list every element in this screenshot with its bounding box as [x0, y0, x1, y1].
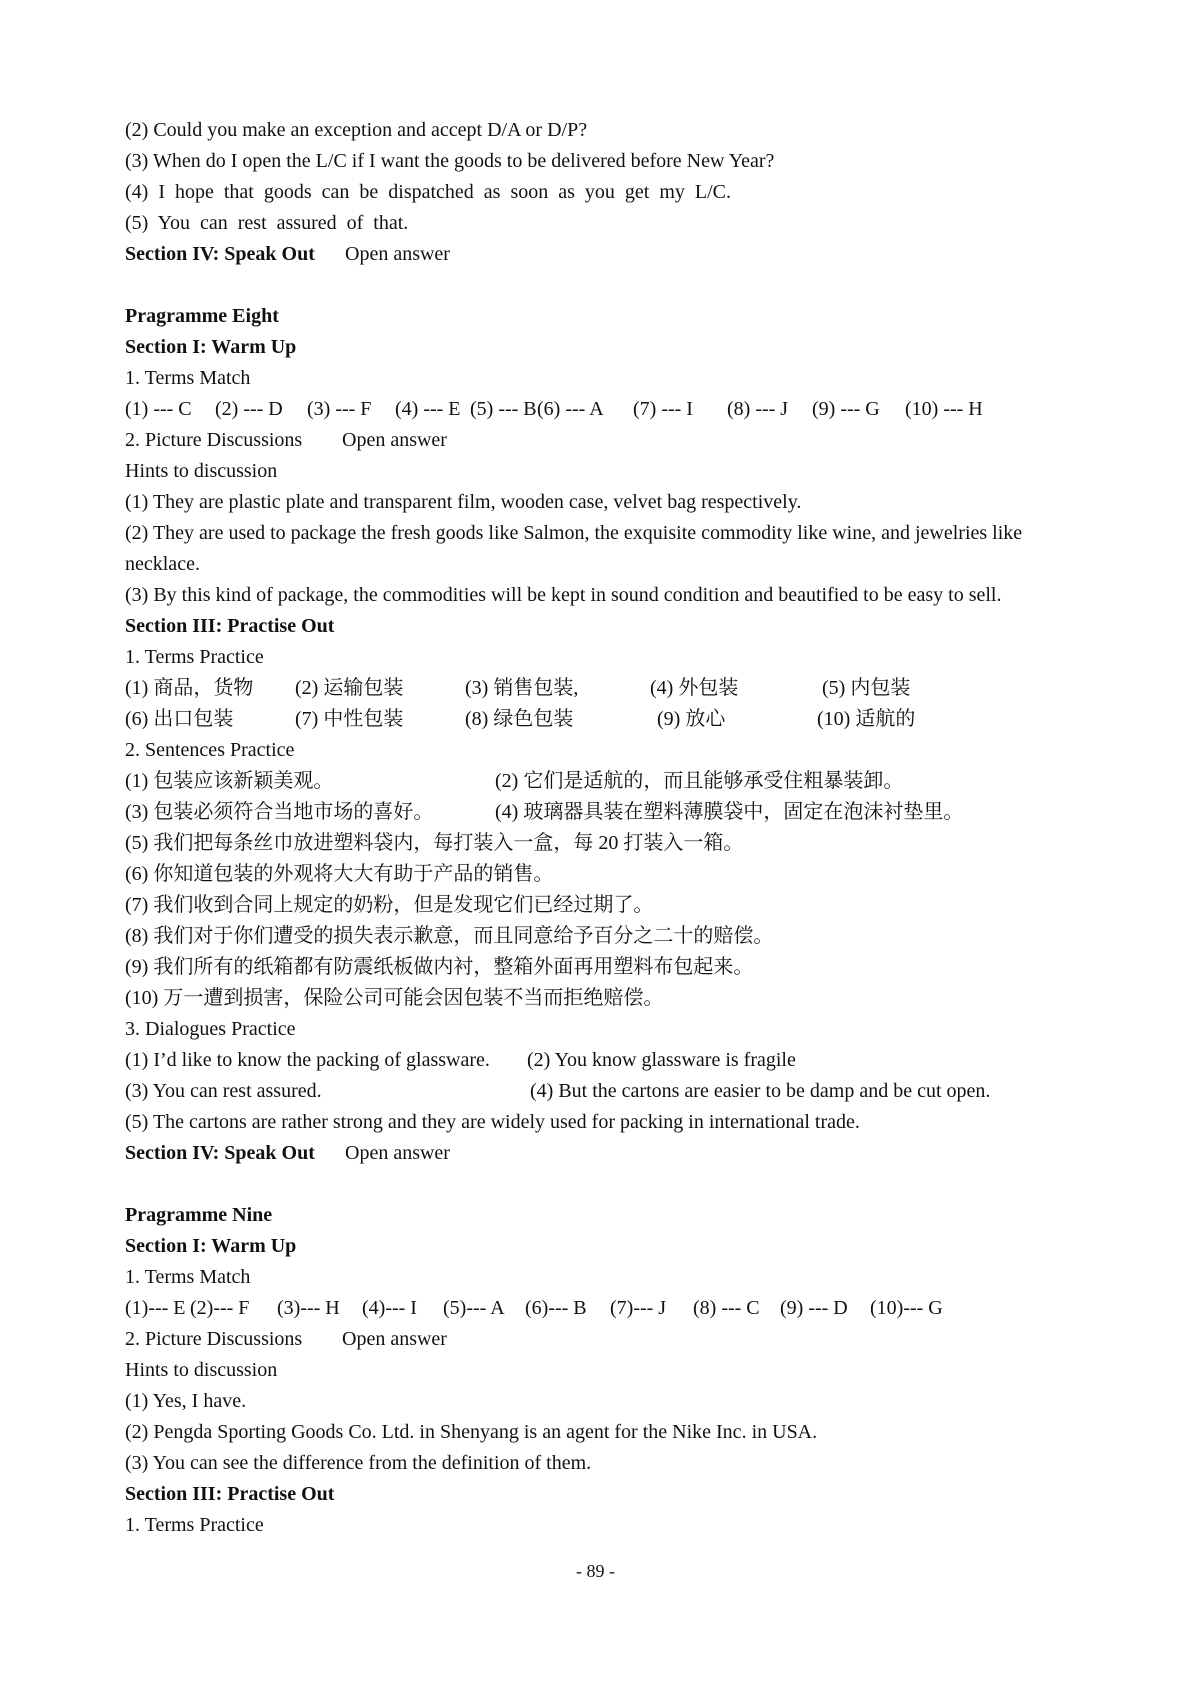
term-item: (2) 运输包装 [295, 677, 404, 699]
term-item: (4) 外包装 [650, 677, 739, 699]
section-heading: Section IV: Speak Out [125, 243, 315, 265]
dialogue-item: (5) The cartons are rather strong and they are widely used for packing in international trade. [125, 1111, 860, 1133]
open-answer-text: Open answer [342, 1328, 447, 1350]
section-heading: Section III: Practise Out [125, 615, 335, 637]
dialogue-line-3: (3) When do I open the L/C if I want the goods to be delivered before New Year? [125, 150, 775, 172]
sentence-item: (9) 我们所有的纸箱都有防震纸板做内衬，整箱外面再用塑料布包起来。 [125, 956, 754, 978]
picture-discussions-label: 2. Picture Discussions [125, 429, 303, 451]
open-answer-text: Open answer [342, 429, 447, 451]
match-item: (1)--- E [125, 1297, 186, 1319]
open-answer-text: Open answer [345, 243, 450, 265]
page-number: - 89 - [576, 1561, 615, 1581]
term-item: (5) 内包装 [822, 677, 911, 699]
hint-line: (1) They are plastic plate and transparent film, wooden case, velvet bag respectively. [125, 491, 802, 513]
match-item: (10) --- H [905, 398, 983, 420]
sentence-item: (10) 万一遭到损害，保险公司可能会因包装不当而拒绝赔偿。 [125, 987, 664, 1009]
terms-practice-label: 1. Terms Practice [125, 646, 264, 668]
dialogues-label: 3. Dialogues Practice [125, 1018, 296, 1040]
match-item: (2)--- F [190, 1297, 250, 1319]
section-heading: Section I: Warm Up [125, 1235, 297, 1257]
match-item: (8) --- C [693, 1297, 760, 1319]
match-item: (9) --- G [812, 398, 880, 420]
dialogue-line-2: (2) Could you make an exception and accept D/A or D/P? [125, 119, 588, 141]
dialogue-line-4: (4) I hope that goods can be dispatched as soon as you get my L/C. [125, 181, 731, 203]
terms-match-label: 1. Terms Match [125, 367, 251, 389]
match-item: (4) --- E [395, 398, 461, 420]
sentence-item: (2) 它们是适航的，而且能够承受住粗暴装卸。 [495, 770, 904, 792]
match-item: (3)--- H [277, 1297, 340, 1319]
dialogue-line-5: (5) You can rest assured of that. [125, 212, 409, 234]
term-item: (9) 放心 [657, 708, 726, 730]
hint-line: (3) By this kind of package, the commodities will be kept in sound condition and beautified to be easy to sell. [125, 584, 1002, 606]
term-item: (8) 绿色包装 [465, 708, 574, 730]
match-item: (10)--- G [870, 1297, 943, 1319]
sentence-item: (5) 我们把每条丝巾放进塑料袋内，每打装入一盒，每 20 打装入一箱。 [125, 832, 744, 854]
match-item: (1) --- C [125, 398, 192, 420]
section-heading: Section IV: Speak Out [125, 1142, 315, 1164]
sentence-item: (8) 我们对于你们遭受的损失表示歉意，而且同意给予百分之二十的赔偿。 [125, 925, 774, 947]
hints-label: Hints to discussion [125, 460, 278, 482]
programme-title: Pragramme Eight [125, 305, 279, 327]
sentences-label: 2. Sentences Practice [125, 739, 295, 761]
match-item: (9) --- D [780, 1297, 848, 1319]
sentence-item: (6) 你知道包装的外观将大大有助于产品的销售。 [125, 863, 554, 885]
term-item: (3) 销售包装, [465, 677, 579, 699]
hint-line: necklace. [125, 553, 200, 575]
hint-line: (2) Pengda Sporting Goods Co. Ltd. in Shenyang is an agent for the Nike Inc. in USA. [125, 1421, 818, 1443]
hint-line: (3) You can see the difference from the definition of them. [125, 1452, 592, 1474]
section-heading: Section I: Warm Up [125, 336, 297, 358]
hint-line: (1) Yes, I have. [125, 1390, 247, 1412]
sentence-item: (4) 玻璃器具装在塑料薄膜袋中，固定在泡沫衬垫里。 [495, 801, 964, 823]
picture-discussions-label: 2. Picture Discussions [125, 1328, 303, 1350]
dialogue-item: (4) But the cartons are easier to be damp and be cut open. [530, 1080, 991, 1102]
match-item: (6)--- B [525, 1297, 587, 1319]
match-item: (2) --- D [215, 398, 283, 420]
programme-title: Pragramme Nine [125, 1204, 273, 1226]
sentence-item: (3) 包装必须符合当地市场的喜好。 [125, 801, 434, 823]
hint-line: (2) They are used to package the fresh goods like Salmon, the exquisite commodity like wine, and jewelries like [125, 522, 1023, 544]
terms-practice-label: 1. Terms Practice [125, 1514, 264, 1536]
hints-label: Hints to discussion [125, 1359, 278, 1381]
section-heading: Section III: Practise Out [125, 1483, 335, 1505]
open-answer-text: Open answer [345, 1142, 450, 1164]
match-item: (3) --- F [307, 398, 372, 420]
dialogue-item: (3) You can rest assured. [125, 1080, 322, 1102]
match-item: (5) --- B [470, 398, 537, 420]
match-item: (5)--- A [443, 1297, 505, 1319]
term-item: (1) 商品，货物 [125, 677, 254, 699]
sentence-item: (7) 我们收到合同上规定的奶粉，但是发现它们已经过期了。 [125, 894, 654, 916]
sentence-item: (1) 包装应该新颖美观。 [125, 770, 334, 792]
term-item: (7) 中性包装 [295, 708, 404, 730]
dialogue-item: (2) You know glassware is fragile [527, 1049, 796, 1071]
term-item: (6) 出口包装 [125, 708, 234, 730]
match-item: (8) --- J [727, 398, 789, 420]
match-item: (4)--- I [362, 1297, 417, 1319]
match-item: (7) --- I [633, 398, 693, 420]
terms-match-label: 1. Terms Match [125, 1266, 251, 1288]
dialogue-item: (1) I’d like to know the packing of glassware. [125, 1049, 490, 1071]
match-item: (6) --- A [537, 398, 604, 420]
match-item: (7)--- J [610, 1297, 667, 1319]
term-item: (10) 适航的 [817, 708, 916, 730]
